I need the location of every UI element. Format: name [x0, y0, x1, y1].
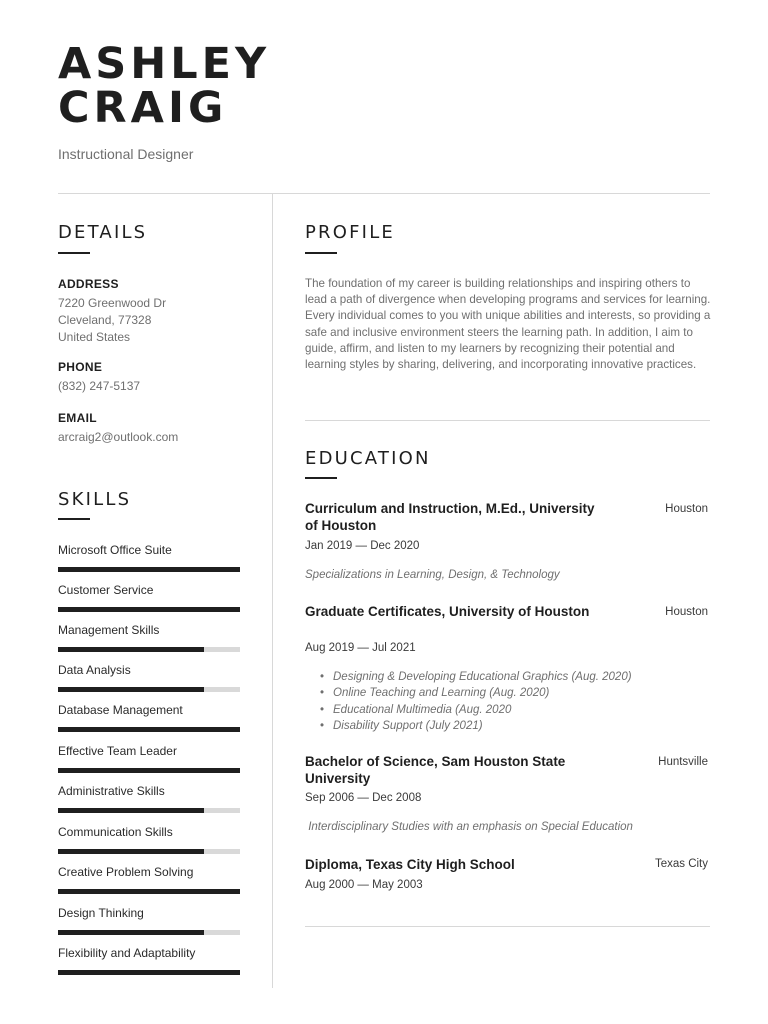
- course-name: Online Teaching and Learning (Aug. 2020): [333, 687, 550, 700]
- skill-name: Microsoft Office Suite: [58, 543, 172, 557]
- skill-level-fill: [58, 647, 204, 652]
- skill-item: [58, 825, 240, 839]
- skill-item: [58, 865, 240, 879]
- skill-level-fill: [58, 768, 240, 773]
- address-line-1: 7220 Greenwood Dr: [58, 296, 167, 310]
- skill-item: [58, 623, 240, 637]
- profile-heading-underline: [305, 252, 337, 254]
- skill-level-bar: [58, 768, 240, 773]
- email-label: EMAIL: [58, 411, 97, 425]
- skill-item: [58, 583, 240, 597]
- course-name: Designing & Developing Educational Graphics (Aug. 2020): [333, 671, 632, 683]
- skill-name: Communication Skills: [58, 825, 173, 839]
- skill-name: Customer Service: [58, 583, 154, 597]
- skill-level-bar: [58, 808, 240, 813]
- list-item: [305, 702, 715, 718]
- education-city: Houston: [665, 503, 708, 515]
- skill-level-bar: [58, 849, 240, 854]
- details-heading: DETAILS: [58, 222, 148, 243]
- education-degree: Diploma, Texas City High School: [305, 857, 515, 872]
- list-item: [305, 669, 715, 685]
- education-coursework-list: [305, 669, 715, 734]
- education-dates: Jan 2019 — Dec 2020: [305, 540, 420, 552]
- skill-name: Management Skills: [58, 623, 160, 637]
- last-name: CRAIG: [58, 83, 228, 133]
- first-name: ASHLEY: [58, 39, 271, 89]
- course-name: Disability Support (July 2021): [333, 719, 483, 732]
- skill-level-fill: [58, 889, 240, 894]
- education-degree: Bachelor of Science, Sam Houston State University: [305, 754, 566, 786]
- phone-label: PHONE: [58, 360, 103, 374]
- profile-divider: [305, 420, 710, 421]
- skill-level-bar: [58, 607, 240, 612]
- skill-level-fill: [58, 607, 240, 612]
- address-line-3: United States: [58, 330, 131, 344]
- email-value[interactable]: arcraig2@outlook.com: [58, 430, 179, 444]
- education-degree: Graduate Certificates, University of Houston: [305, 604, 590, 619]
- education-city: Texas City: [654, 858, 708, 870]
- phone-value: (832) 247-5137: [58, 379, 141, 393]
- skill-item: [58, 784, 240, 798]
- profile-heading: PROFILE: [305, 222, 395, 243]
- skill-level-fill: [58, 930, 204, 935]
- skill-level-fill: [58, 727, 240, 732]
- education-heading: EDUCATION: [305, 448, 431, 469]
- skill-level-bar: [58, 930, 240, 935]
- skill-name: Flexibility and Adaptability: [58, 946, 196, 960]
- education-city: Huntsville: [658, 756, 708, 768]
- course-name: Educational Multimedia (Aug. 2020: [333, 703, 512, 716]
- skills-heading-underline: [58, 518, 90, 520]
- column-divider: [272, 194, 273, 988]
- skill-item: [58, 744, 240, 758]
- skill-level-fill: [58, 970, 240, 975]
- address-label: ADDRESS: [58, 277, 119, 291]
- education-description: Specializations in Learning, Design, & Technology: [305, 569, 560, 581]
- skill-item: [58, 906, 240, 920]
- bullet-icon: •: [320, 671, 325, 683]
- skill-item: [58, 703, 240, 717]
- skill-level-bar: [58, 687, 240, 692]
- education-degree: Curriculum and Instruction, M.Ed., University of Houston: [305, 501, 595, 533]
- skill-level-fill: [58, 849, 204, 854]
- list-item: [305, 685, 715, 701]
- skill-name: Design Thinking: [58, 906, 144, 920]
- skill-name: Database Management: [58, 703, 183, 717]
- skill-level-fill: [58, 687, 204, 692]
- education-heading-underline: [305, 477, 337, 479]
- skill-level-bar: [58, 727, 240, 732]
- education-description: Interdisciplinary Studies with an emphasis on Special Education: [305, 821, 633, 833]
- education-city: Houston: [665, 606, 708, 618]
- skill-name: Administrative Skills: [58, 784, 165, 798]
- skills-heading: SKILLS: [58, 489, 132, 510]
- header-divider: [58, 193, 710, 194]
- bullet-icon: •: [320, 703, 325, 716]
- education-dates: Aug 2000 — May 2003: [305, 879, 423, 891]
- profile-summary: The foundation of my career is building relationships and inspiring others to lead a path of divergence when developing programs and services for learning. Every individual comes to you with unique abilities and interests, so providing a safe and inclusive environment steers the learning path. In addition, I aim to guide, affirm, and listen to my learners by recognizing their potential and learning styles by sharing, delivering, and incorporating innovative practices.: [305, 277, 711, 372]
- skill-item: [58, 543, 240, 557]
- education-dates: Sep 2006 — Dec 2008: [305, 792, 422, 804]
- address-line-2: Cleveland, 77328: [58, 313, 152, 327]
- details-heading-underline: [58, 252, 90, 254]
- skill-level-fill: [58, 567, 240, 572]
- skill-level-bar: [58, 889, 240, 894]
- skill-item: [58, 663, 240, 677]
- skill-item: [58, 946, 240, 960]
- skill-level-bar: [58, 567, 240, 572]
- education-dates: Aug 2019 — Jul 2021: [305, 642, 416, 654]
- job-title: Instructional Designer: [58, 146, 194, 162]
- education-divider: [305, 926, 710, 927]
- list-item: [305, 718, 715, 734]
- skill-name: Creative Problem Solving: [58, 865, 194, 879]
- skill-name: Effective Team Leader: [58, 744, 177, 758]
- skill-level-fill: [58, 808, 204, 813]
- candidate-name: [58, 39, 558, 133]
- skill-name: Data Analysis: [58, 663, 131, 677]
- bullet-icon: •: [320, 719, 325, 732]
- bullet-icon: •: [320, 687, 325, 700]
- skill-level-bar: [58, 647, 240, 652]
- skill-level-bar: [58, 970, 240, 975]
